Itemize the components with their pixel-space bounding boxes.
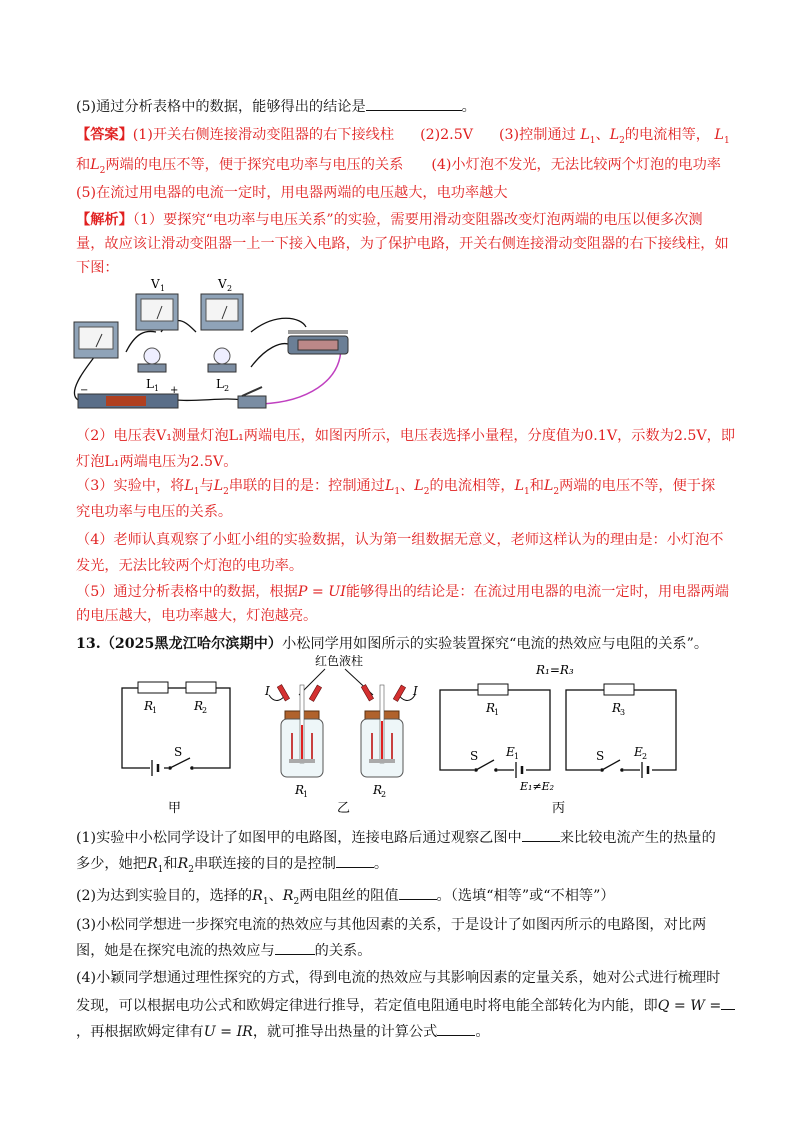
svg-text:R: R [295,783,305,797]
q13-s1-line-1: (1)实验中小松同学设计了如图甲的电路图，连接电路后通过观察乙图中 来比较电流产生的热量的 [76,830,716,846]
svg-text:2: 2 [202,706,208,715]
analysis-line-4: （2）电压表V₁测量灯泡L₁两端电压，如图丙所示，电压表选择小量程，分度值为0.1V，示数为2.5V，即 [76,428,736,444]
circuit-photo-figure [66,272,356,418]
resistor-r2 [186,682,216,693]
svg-text:L: L [216,377,224,391]
analysis-line-3: 下图： [76,260,119,276]
q13-s3-line-1: (3)小松同学想进一步探究电流的热效应与其他因素的关系，于是设计了如图丙所示的电路图，对比两 [76,917,707,933]
analysis-line-9: 发光，无法比较两个灯泡的电功率。 [76,558,304,574]
svg-text:R: R [612,701,622,715]
svg-text:E: E [634,745,643,759]
answer-label: 【答案】 [76,127,133,143]
figure-label-yi: 乙 [337,801,351,816]
formula-q-w: Q = W = [657,998,722,1014]
r-equal-label: R₁=R₃ [536,663,574,677]
svg-text:1: 1 [152,706,158,715]
svg-text:I: I [265,684,270,698]
red-column-label: 红色液柱 [315,655,364,668]
analysis-line-5: 灯泡L₁两端电压为2.5V。 [76,454,238,470]
question-source: （2025黑龙江哈尔滨期中） [100,636,283,652]
question-number: 13. [76,636,101,652]
q13-s4-line-1: (4)小颖同学想通过理性探究的方式，得到电流的热效应与其影响因素的定量关系，她对公式进行梳理时 [76,970,721,986]
analysis-line-7: 究电功率与电压的关系。 [76,504,233,520]
figure-label-jia: 甲 [168,801,182,816]
svg-text:V: V [151,277,160,291]
q13-stem: 13.（2025黑龙江哈尔滨期中）小松同学用如图所示的实验装置探究“电流的热效应与电阻的关系”。 [76,636,709,652]
q13-s2-line: (2)为达到实验目的，选择的$R_1$、$R_2$两电阻丝的阻值 。（选填“相等”或“不相等”） [76,888,615,907]
rheostat [288,330,348,354]
answer-blank[interactable] [275,954,315,955]
q13-s4-line-3: ，再根据欧姆定律有U = IR，就可推导出热量的计算公式 。 [76,1024,490,1040]
answer-blank[interactable] [336,867,374,868]
figure-label-bing: 丙 [552,801,566,816]
formula-u-ir: U = IR [203,1024,253,1040]
wire [176,399,241,400]
q13-s3-line-2: 图，她是在探究电流的热效应与 的关系。 [76,943,372,959]
svg-text:2: 2 [227,284,233,293]
svg-text:S: S [596,749,605,763]
answer-blank[interactable] [721,1009,735,1010]
formula-p-ui: P = UI [297,584,346,600]
wire-pink [261,347,341,404]
circuit-diagram-bing [434,660,696,820]
analysis-line-10: （5）通过分析表格中的数据，根据P = UI能够得出的结论是：在流过用电器的电流一定时，用电器两端 [76,584,729,600]
wire [251,344,288,367]
analysis-line-2: 量，故应该让滑动变阻器一上一下接入电路，为了保护电路，开关右侧连接滑动变阻器的右下接线柱，如 [76,236,729,252]
q5-prompt: (5)通过分析表格中的数据，能够得出的结论是 [76,99,366,115]
svg-text:2: 2 [642,752,648,761]
analysis-line-11: 的电压越大，电功率越大，灯泡越亮。 [76,608,318,624]
answer-blank[interactable] [399,899,437,900]
svg-text:S: S [174,745,183,759]
analysis-label: 【解析】 [76,212,133,228]
q5-line: (5)通过分析表格中的数据，能够得出的结论是 。 [76,99,476,115]
battery [78,385,178,408]
svg-text:2: 2 [381,790,387,799]
answer-line-2: 和$L_2$两端的电压不等，便于探究电功率与电压的关系 (4)小灯泡不发光，无法比较两个灯泡的电功率 [76,157,721,176]
svg-text:1: 1 [160,284,166,293]
svg-text:S: S [470,749,479,763]
svg-text:2: 2 [224,384,230,393]
answer-line-1: 【答案】(1)开关右侧连接滑动变阻器的右下接线柱 (2)2.5V (3)控制通过 $L_1$、$L_2$的电流相等， $L_1$ [76,127,730,146]
resistor-r1 [478,684,508,695]
bulb-l1 [138,348,166,393]
svg-text:L: L [146,377,154,391]
q13-s1-line-2: 多少，她把$R_1$和$R_2$串联连接的目的是控制 。 [76,856,389,875]
apparatus-yi [255,655,430,820]
answer-blank[interactable] [366,110,462,111]
voltmeter-v1 [136,277,178,330]
svg-text:R: R [144,699,154,713]
resistor-r1 [138,682,168,693]
voltmeter-v2 [201,277,243,330]
circuit-diagram-jia [110,670,240,820]
ammeter [74,322,118,358]
svg-text:+: + [170,385,179,396]
analysis-line-6: （3）实验中，将$L_1$与$L_2$串联的目的是：控制通过$L_1$、$L_2$的电流相等，$L_1$和$L_2$两端的电压不等，便于探 [76,478,716,497]
svg-text:R: R [486,701,496,715]
analysis-line-8: （4）老师认真观察了小虹小组的实验数据，认为第一组数据无意义，老师这样认为的理由是：小灯泡不 [76,532,724,548]
svg-text:I: I [413,684,418,698]
answer-blank[interactable] [522,841,560,842]
analysis-line-1: 【解析】（1）要探究“电功率与电压关系”的实验，需要用滑动变阻器改变灯泡两端的电压以便多次测 [76,212,703,228]
wire [251,318,306,332]
svg-text:1: 1 [154,384,160,393]
svg-text:3: 3 [620,708,626,717]
bulb-l2 [208,348,236,393]
svg-text:−: − [80,385,89,396]
answer-blank[interactable] [437,1035,475,1036]
e-neq-label: E₁≠E₂ [520,780,555,793]
svg-text:E: E [506,745,515,759]
svg-text:R: R [373,783,383,797]
svg-text:1: 1 [303,790,309,799]
answer-line-3: (5)在流过用电器的电流一定时，用电器两端的电压越大，电功率越大 [76,185,508,201]
resistor-r3 [604,684,634,695]
svg-text:R: R [194,699,204,713]
svg-text:V: V [218,277,227,291]
switch [238,387,266,408]
q13-s4-line-2: 发现，可以根据电功公式和欧姆定律进行推导，若定值电阻通电时将电能全部转化为内能，即Q = W = [76,996,740,1016]
svg-text:1: 1 [514,752,520,761]
svg-text:1: 1 [494,708,500,717]
